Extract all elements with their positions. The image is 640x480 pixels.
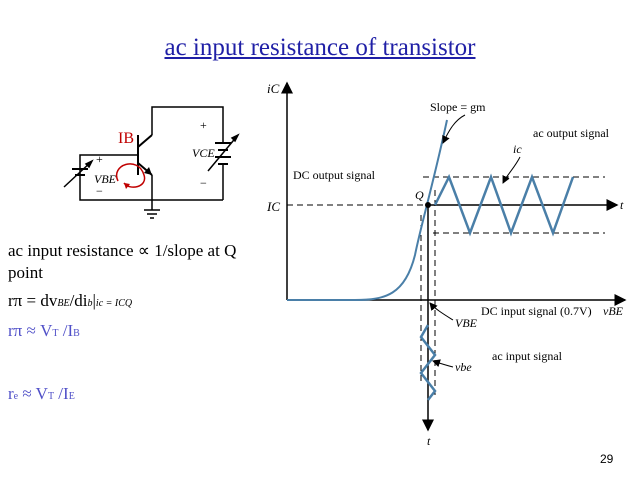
input-resistance-statement: ac input resistance ∝ 1/slope at Q point xyxy=(8,241,237,282)
r-pi-approx-lhs: rπ ≈ V xyxy=(8,321,53,340)
vbe-minus-sign: − xyxy=(96,184,103,198)
vbe-point-label: VBE xyxy=(455,316,477,330)
r-e-approx-lhs: r xyxy=(8,384,14,403)
r-pi-def-lhs: rπ = dv xyxy=(8,291,58,310)
r-e-approx xyxy=(8,383,75,408)
page-number: 29 xyxy=(600,452,614,466)
ic-vbe-characteristic-curve xyxy=(287,120,447,300)
vbe-wave-label: vbe xyxy=(455,360,472,374)
ib-current-loop xyxy=(117,164,145,187)
ic-wave-label: ic xyxy=(513,142,522,156)
r-pi-def-condition: ic = ICQ xyxy=(95,298,133,309)
ac-input-signal-label: ac input signal xyxy=(492,349,562,363)
r-pi-def-lhs-sub: BE xyxy=(57,298,70,309)
dc-output-signal-label: DC output signal xyxy=(293,168,376,182)
output-time-label: t xyxy=(620,198,624,212)
q-point-label: Q xyxy=(415,188,424,202)
slide-title: ac input resistance of transistor xyxy=(164,34,476,61)
r-pi-def-mid-sub: b xyxy=(87,298,93,309)
ic-pointer-icon xyxy=(503,157,520,183)
r-pi-definition xyxy=(8,290,132,315)
ib-label: IB xyxy=(118,130,134,147)
vbe-pointer-icon xyxy=(430,303,453,320)
vbe-label: VBE xyxy=(94,172,116,186)
transistor-circuit-diagram xyxy=(60,95,260,235)
vbe-plus-sign: + xyxy=(96,152,103,166)
vbe-axis-label: vBE xyxy=(603,304,623,318)
r-e-approx-e2-sub: E xyxy=(68,391,75,402)
circuit-wires xyxy=(64,107,238,218)
vce-plus-sign: + xyxy=(200,118,207,132)
ic-vbe-graph xyxy=(255,75,635,450)
r-pi-def-mid: /di xyxy=(69,291,88,310)
vce-label: VCE xyxy=(192,146,215,160)
r-pi-approx xyxy=(8,320,80,345)
ic-quiescent-label: IC xyxy=(267,199,280,214)
q-point-marker xyxy=(425,202,431,208)
r-pi-def-bar: | xyxy=(92,291,96,310)
slope-label: Slope = gm xyxy=(430,100,486,114)
slope-pointer-icon xyxy=(443,115,465,143)
ac-output-signal-label: ac output signal xyxy=(533,126,609,140)
dc-input-signal-label: DC input signal (0.7V) xyxy=(481,304,592,318)
vbe-wave-pointer-icon xyxy=(433,361,453,367)
r-e-approx-t-sub: T xyxy=(47,391,55,402)
r-pi-approx-rhs: /I xyxy=(58,321,74,340)
r-pi-approx-t-sub: T xyxy=(52,328,59,339)
input-time-label: t xyxy=(427,434,431,448)
r-e-approx-mid: ≈ V xyxy=(18,384,48,403)
vce-minus-sign: − xyxy=(200,176,207,190)
r-pi-approx-b-sub: B xyxy=(73,328,80,339)
r-e-approx-rhs: /I xyxy=(54,384,69,403)
ic-axis-label: iC xyxy=(267,81,280,96)
r-e-approx-e-sub: e xyxy=(13,391,19,402)
